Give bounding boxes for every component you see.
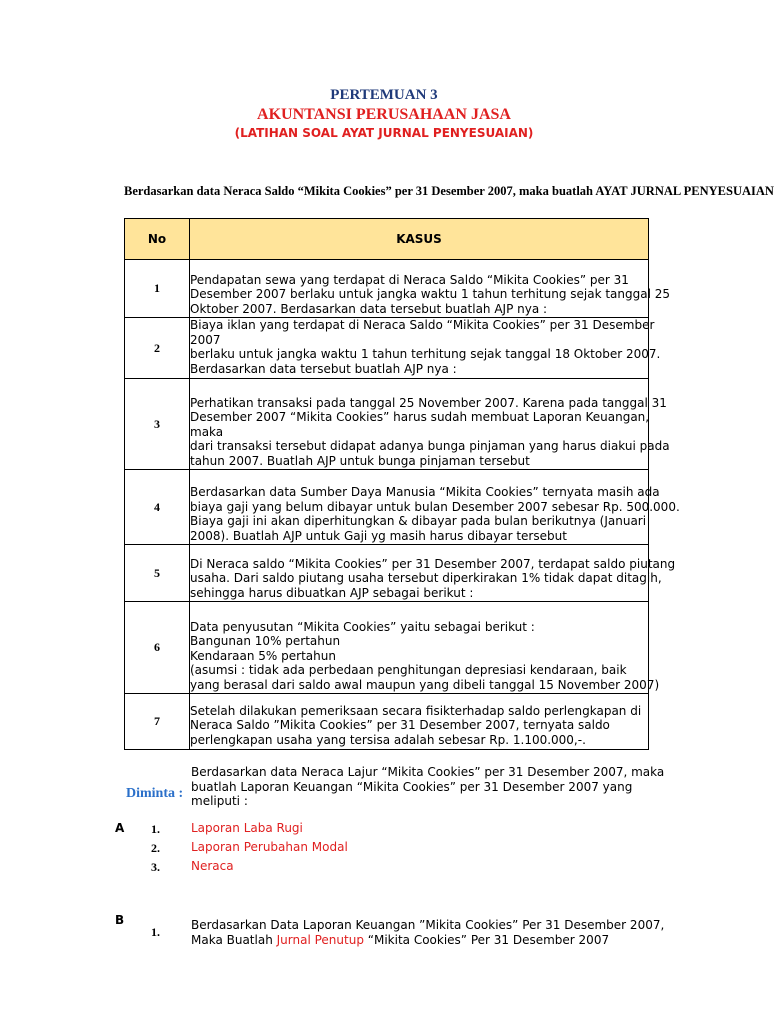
table-row — [125, 260, 649, 318]
diminta-text: Berdasarkan data Neraca Lajur “Mikita Cookies” per 31 Desember 2007, maka buatlah Laporan Keuangan “Mikita Cookies” per 31 Desember 2007 yang meliputi : — [191, 765, 665, 808]
row-number: 5 — [125, 545, 190, 602]
intro-text: Berdasarkan data Neraca Saldo “Mikita Cookies” per 31 Desember 2007, maka buatlah AYAT JURNAL PENYESUAIAN — [124, 184, 774, 198]
table-row — [125, 379, 649, 470]
table-row — [125, 602, 649, 694]
table-row — [125, 545, 649, 602]
list-item-number: 1. — [151, 925, 160, 939]
diminta-label: Diminta : — [126, 786, 184, 801]
row-number: 2 — [125, 318, 190, 379]
row-number: 6 — [125, 602, 190, 694]
section-b-line2: Maka Buatlah Jurnal Penutup “Mikita Cookies” Per 31 Desember 2007 — [191, 933, 610, 947]
row-number: 3 — [125, 379, 190, 470]
list-item-number: 1. — [151, 822, 160, 836]
row-description: Data penyusutan “Mikita Cookies” yaitu sebagai berikut : Bangunan 10% pertahun Kendaraan 5% pertahun (asumsi : tidak ada perbedaan penghitungan depresiasi kendaraan, baik yang berasal dari saldo awal maupun yang dibeli tanggal 15 November 2007) — [190, 602, 649, 694]
section-b-letter: B — [115, 913, 125, 927]
section-a-letter: A — [115, 821, 125, 835]
page-subtitle: (LATIHAN SOAL AYAT JURNAL PENYESUAIAN) — [234, 126, 534, 140]
row-number: 7 — [125, 694, 190, 750]
row-description: Pendapatan sewa yang terdapat di Neraca Saldo “Mikita Cookies” per 31 Desember 2007 berlaku untuk jangka waktu 1 tahun terhitung sejak tanggal 25 Oktober 2007. Berdasarkan data tersebut buatlah AJP nya : — [190, 260, 649, 318]
row-number: 1 — [125, 260, 190, 318]
row-number: 4 — [125, 470, 190, 545]
jurnal-penutup-text: Jurnal Penutup — [276, 933, 364, 947]
list-item-laba-rugi: Laporan Laba Rugi — [191, 821, 303, 835]
row-description: Berdasarkan data Sumber Daya Manusia “Mikita Cookies” ternyata masih ada biaya gaji yang belum dibayar untuk bulan Desember 2007 sebesar Rp. 500.000. Biaya gaji ini akan diperhitungkan & dibayar pada bulan berikutnya (Januari 2008). Buatlah AJP untuk Gaji yg masih harus dibayar tersebut — [190, 470, 649, 545]
list-item-perubahan-modal: Laporan Perubahan Modal — [191, 840, 348, 854]
case-table — [124, 218, 680, 750]
header-no: No — [125, 219, 190, 260]
list-item-number: 2. — [151, 841, 160, 855]
header-kasus: KASUS — [190, 219, 649, 260]
table-row — [125, 694, 649, 750]
list-item-number: 3. — [151, 860, 160, 874]
table-header-row — [125, 219, 649, 260]
row-description: Biaya iklan yang terdapat di Neraca Saldo “Mikita Cookies” per 31 Desember 2007 berlaku untuk jangka waktu 1 tahun terhitung sejak tanggal 18 Oktober 2007. Berdasarkan data tersebut buatlah AJP nya : — [190, 318, 649, 379]
row-description: Perhatikan transaksi pada tanggal 25 November 2007. Karena pada tanggal 31 Desember 2007 “Mikita Cookies” harus sudah membuat Laporan Keuangan, maka dari transaksi tersebut didapat adanya bunga pinjaman yang harus diakui pada tahun 2007. Buatlah AJP untuk bunga pinjaman tersebut — [190, 379, 649, 470]
row-description: Setelah dilakukan pemeriksaan secara fisikterhadap saldo perlengkapan di Neraca Saldo ”Mikita Cookies” per 31 Desember 2007, ternyata saldo perlengkapan usaha yang tersisa adalah sebesar Rp. 1.100.000,-. — [190, 694, 649, 750]
table-row — [125, 470, 649, 545]
meeting-title: PERTEMUAN 3 — [330, 87, 438, 103]
page-title: AKUNTANSI PERUSAHAAN JASA — [257, 106, 511, 123]
list-item-neraca: Neraca — [191, 859, 234, 873]
row-description: Di Neraca saldo “Mikita Cookies” per 31 Desember 2007, terdapat saldo piutang usaha. Dari saldo piutang usaha tersebut diperkirakan 1% tidak dapat ditagih, sehingga harus dibuatkan AJP sebagai berikut : — [190, 545, 649, 602]
section-b-line1: Berdasarkan Data Laporan Keuangan ”Mikita Cookies” Per 31 Desember 2007, — [191, 918, 665, 932]
table-row — [125, 318, 649, 379]
